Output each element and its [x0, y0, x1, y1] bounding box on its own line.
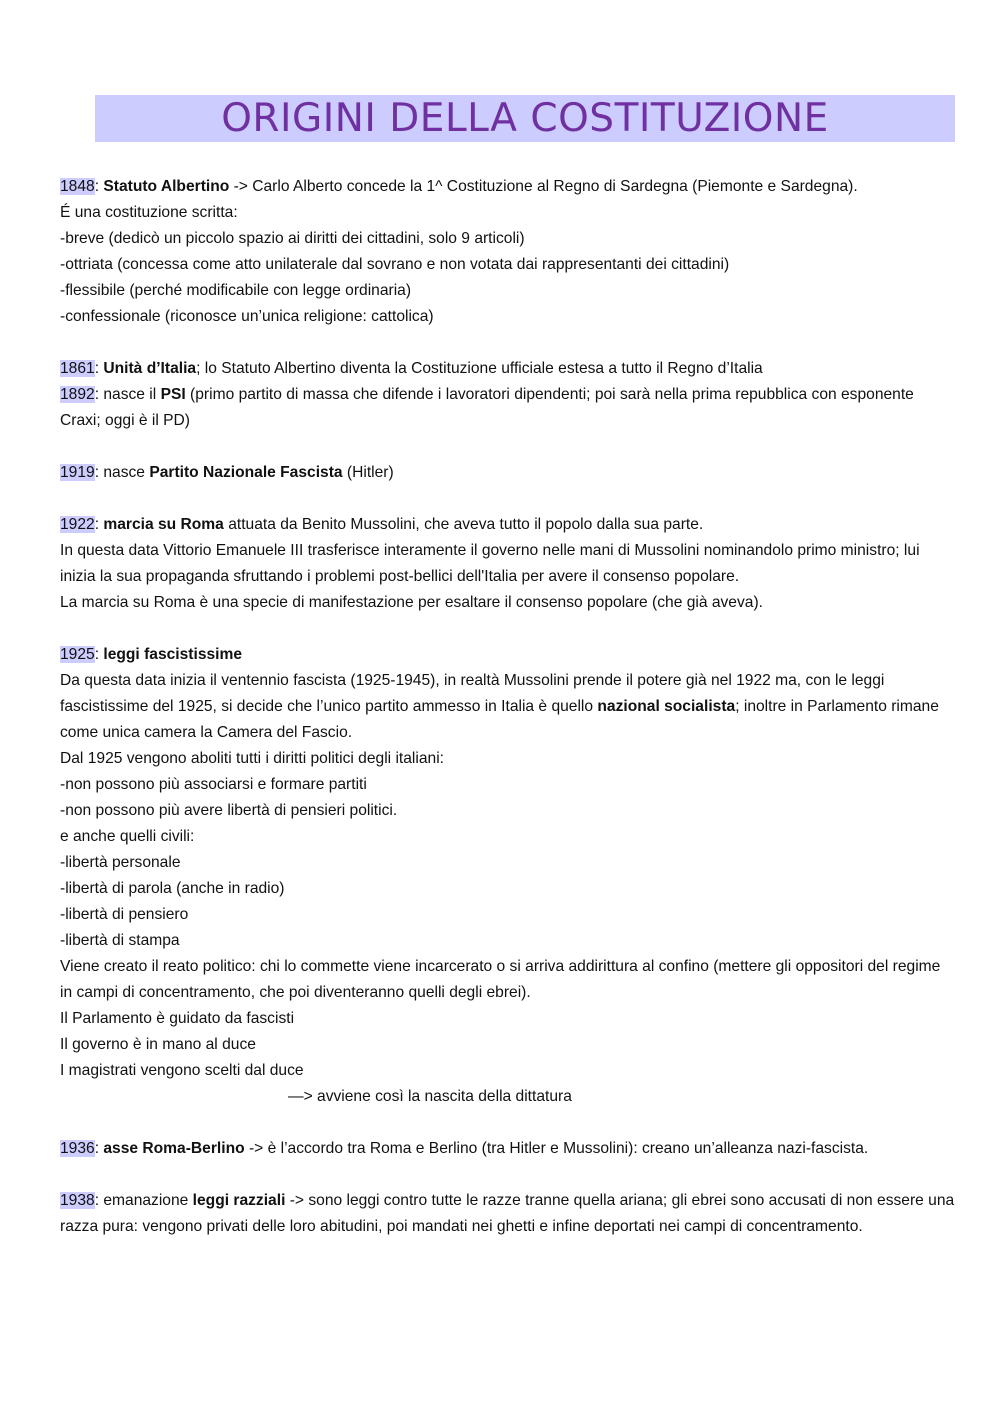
entry-1925-line-2: -non possono più associarsi e formare partiti — [60, 776, 367, 793]
year-1892: 1892 — [60, 386, 95, 403]
separator: : — [94, 646, 104, 663]
spacer — [60, 486, 955, 512]
entry-1892-text: (primo partito di massa che difende i lavoratori dipendenti; poi sarà nella prima repubblica con esponente Craxi; oggi è il PD) — [60, 386, 914, 429]
entry-1848-line-1: É una costituzione scritta: — [60, 204, 238, 221]
spacer — [60, 1162, 955, 1188]
year-1936: 1936 — [60, 1140, 95, 1157]
entry-1919-text: (Hitler) — [342, 464, 394, 481]
entry-1925-heading — [60, 642, 955, 668]
statuto-albertino-term: Statuto Albertino — [103, 178, 230, 195]
entry-1925-line-8: -libertà di stampa — [60, 932, 180, 949]
entry-1922-paragraph-2: La marcia su Roma è una specie di manifestazione per esaltare il consenso popolare (che già aveva). — [60, 594, 763, 611]
title-banner — [95, 95, 955, 142]
spacer — [60, 330, 955, 356]
entry-1919 — [60, 460, 955, 486]
leggi-razziali-term: leggi razziali — [192, 1192, 286, 1209]
entry-1848-heading — [60, 174, 955, 200]
document-body — [60, 174, 955, 1240]
entry-1925-line-3: -non possono più avere libertà di pensieri politici. — [60, 802, 398, 819]
entry-1938-prefix: : emanazione — [94, 1192, 193, 1209]
spacer — [60, 1110, 955, 1136]
entry-1925-paragraph-2: Viene creato il reato politico: chi lo commette viene incarcerato o si arriva addirittura al confino (mettere gli oppositori del regime in campi di concentramento, che poi diventeranno quelli degli ebrei). — [60, 958, 941, 1001]
separator: : — [94, 360, 104, 377]
paragraph-text: Da questa data inizia il ventennio fascista (1925-1945), in realtà Mussolini prende il potere già nel 1922 ma, con le leggi fascistissime del 1925, si decide che l’unico partito ammesso in Italia è quello — [60, 672, 885, 715]
paragraph-text: ; inoltre in Parlamento rimane come unica camera la Camera del Fascio. — [60, 698, 939, 741]
marcia-su-roma-term: marcia su Roma — [103, 516, 224, 533]
entry-1861 — [60, 356, 955, 382]
unita-italia-term: Unità d’Italia — [103, 360, 197, 377]
entry-1925-paragraph-1 — [60, 668, 955, 746]
year-1848: 1848 — [60, 178, 95, 195]
entry-1925-line-11: I magistrati vengono scelti dal duce — [60, 1062, 304, 1079]
entry-1925-line-4: e anche quelli civili: — [60, 828, 195, 845]
entry-1925-line-10: Il governo è in mano al duce — [60, 1036, 256, 1053]
entry-1848-line-5: -confessionale (riconosce un’unica religione: cattolica) — [60, 308, 434, 325]
entry-1936 — [60, 1136, 955, 1162]
pnf-term: Partito Nazionale Fascista — [149, 464, 343, 481]
asse-roma-berlino-term: asse Roma-Berlino — [103, 1140, 245, 1157]
year-1922: 1922 — [60, 516, 95, 533]
leggi-fascistissime-term: leggi fascistissime — [103, 646, 243, 663]
separator: : — [94, 516, 104, 533]
year-1925: 1925 — [60, 646, 95, 663]
separator: : — [94, 178, 104, 195]
year-1938: 1938 — [60, 1192, 95, 1209]
year-1919: 1919 — [60, 464, 95, 481]
spacer — [60, 434, 955, 460]
entry-1892 — [60, 382, 955, 434]
entry-1925-line-5: -libertà personale — [60, 854, 181, 871]
entry-1925-line-7: -libertà di pensiero — [60, 906, 189, 923]
entry-1922-heading — [60, 512, 955, 538]
entry-1848-line-4: -flessibile (perché modificabile con legge ordinaria) — [60, 282, 412, 299]
entry-1936-text: -> è l’accordo tra Roma e Berlino (tra Hitler e Mussolini): creano un’alleanza nazi-fascista. — [244, 1140, 869, 1157]
entry-1892-prefix: : nasce il — [94, 386, 161, 403]
separator: : — [94, 1140, 104, 1157]
entry-1922-paragraph-1: In questa data Vittorio Emanuele III trasferisce interamente il governo nelle mani di Mussolini nominandolo primo ministro; lui inizia la sua propaganda sfruttando i problemi post-bellici dell'Italia per avere il consenso popolare. — [60, 542, 920, 585]
entry-1938-text: -> sono leggi contro tutte le razze tranne quella ariana; gli ebrei sono accusati di non essere una razza pura: vengono privati delle loro abitudini, poi mandati nei ghetti e infine deportati nei campi di concentramento. — [60, 1192, 955, 1235]
spacer — [60, 616, 955, 642]
psi-term: PSI — [160, 386, 186, 403]
entry-1848-line-3: -ottriata (concessa come atto unilaterale dal sovrano e non votata dai rappresentanti dei cittadini) — [60, 256, 730, 273]
entry-1919-prefix: : nasce — [94, 464, 150, 481]
page-title: ORIGINI DELLA COSTITUZIONE — [221, 96, 829, 141]
entry-1922-text: attuata da Benito Mussolini, che aveva tutto il popolo dalla sua parte. — [223, 516, 704, 533]
year-1861: 1861 — [60, 360, 95, 377]
entry-1925-conclusion: —> avviene così la nascita della dittatura — [288, 1088, 572, 1105]
entry-1925-line-9: Il Parlamento è guidato da fascisti — [60, 1010, 295, 1027]
entry-1848-line-2: -breve (dedicò un piccolo spazio ai diritti dei cittadini, solo 9 articoli) — [60, 230, 525, 247]
entry-1848-text: -> Carlo Alberto concede la 1^ Costituzione al Regno di Sardegna (Piemonte e Sardegna). — [229, 178, 858, 195]
entry-1861-text: ; lo Statuto Albertino diventa la Costituzione ufficiale estesa a tutto il Regno d’Italia — [196, 360, 763, 377]
nazional-socialista-term: nazional socialista — [597, 698, 736, 715]
entry-1938 — [60, 1188, 955, 1240]
entry-1925-line-6: -libertà di parola (anche in radio) — [60, 880, 285, 897]
entry-1925-line-1: Dal 1925 vengono aboliti tutti i diritti politici degli italiani: — [60, 750, 444, 767]
